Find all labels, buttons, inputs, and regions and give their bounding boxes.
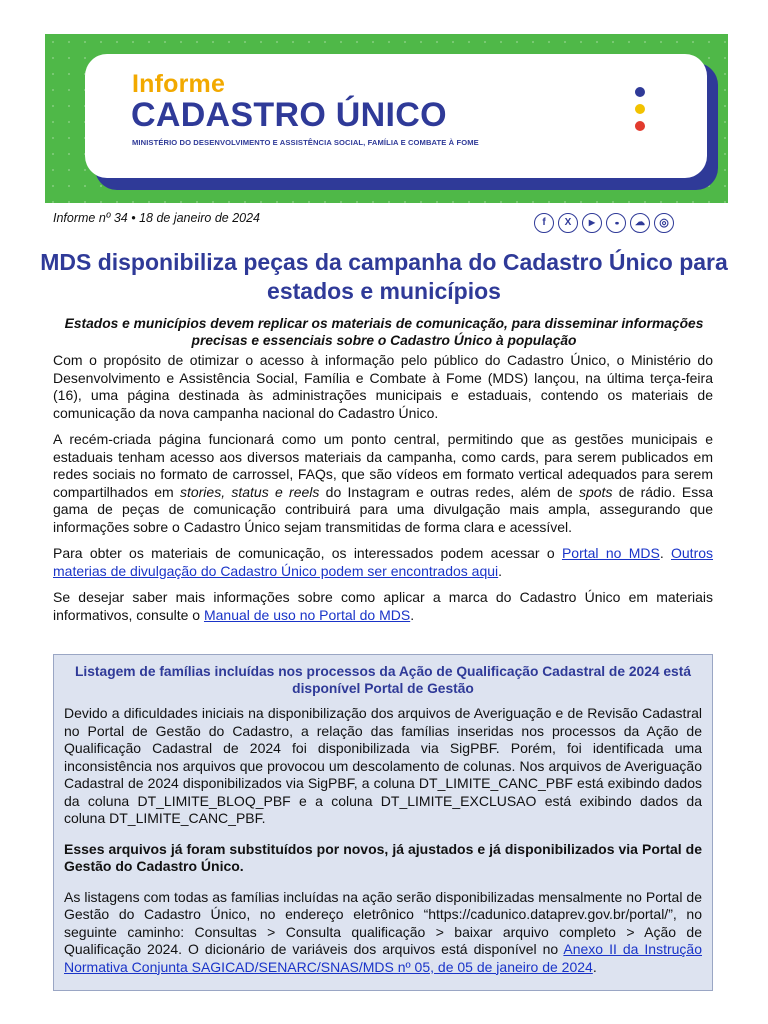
paragraph-2-text-b: do Instagram e outras redes, além de (319, 483, 579, 500)
brand-title: CADASTRO ÚNICO (131, 96, 447, 134)
paragraph-1: Com o propósito de otimizar o acesso à informação pelo público do Cadastro Único, o Ministério do Desenvolvimento e Assistência Social, Família e Combate à Fome (MDS) lançou, na última terça-feira (16), uma página destinada às administrações municipais e estaduais, contendo os materiais de comunicação da nova campanha nacional do Cadastro Único. (53, 352, 713, 421)
issue-line: Informe nº 34 • 18 de janeiro de 2024 (53, 211, 261, 225)
soundcloud-icon[interactable]: ☁ (630, 213, 650, 233)
paragraph-2-text-a: A recém-criada página funcionará como um ponto central, permitindo que as gestões municipais e estaduais tenham acesso aos diversos materiais da campanha, como cards, para serem publicados em redes sociais no formato de carrossel, FAQs, que são vídeos em formato vertical adequados para serem compartilhados em (53, 431, 713, 500)
brand-dot-blue (635, 87, 645, 97)
other-materials-link[interactable]: Outros materias de divulgação do Cadastro Único podem ser encontrados aqui (53, 545, 714, 579)
notice-paragraph-1: Devido a dificuldades iniciais na disponibilização dos arquivos de Averiguação e de Revisão Cadastral no Portal de Gestão do Cadastro, a relação das famílias inseridas nos processos da Ação de Qualificação Cadastral de 2024 foi disponibilizada via SigPBF. Porém, foi identificada uma inconsistência nos arquivos que provocou um descolamento de colunas. Nos arquivos de Averiguação Cadastral de 2024 disponibilizados via SigPBF, a coluna DT_LIMITE_CANC_PBF está exibindo dados da coluna DT_LIMITE_BLOQ_PBF e a coluna DT_LIMITE_EXCLUSAO está exibindo dados da coluna DT_LIMITE_CANC_PBF. (64, 705, 702, 826)
x-twitter-icon[interactable]: X (558, 213, 578, 233)
paragraph-4-text-a: Se desejar saber mais informações sobre como aplicar a marca do Cadastro Único em materiais informativos, consulte o (53, 589, 713, 623)
facebook-icon[interactable]: f (534, 213, 554, 233)
brand-ministry: MINISTÉRIO DO DESENVOLVIMENTO E ASSISTÊNCIA SOCIAL, FAMÍLIA E COMBATE À FOME (132, 138, 479, 147)
paragraph-4-text-b: . (410, 606, 415, 623)
article-subtitle: Estados e municípios devem replicar os materiais de comunicação, para disseminar informações precisas e essenciais sobre o Cadastro Único à população (64, 316, 704, 348)
portal-mds-link[interactable]: Portal no MDS (561, 545, 660, 561)
brand-dot-yellow (635, 104, 645, 114)
youtube-icon[interactable]: ▶ (582, 213, 602, 233)
notice-paragraph-2: Esses arquivos já foram substituídos por novos, já ajustados e já disponibilizados via Portal de Gestão do Cadastro Único. (64, 840, 702, 874)
brand-informe: Informe (132, 70, 226, 98)
notice-title: Listagem de famílias incluídas nos processos da Ação de Qualificação Cadastral de 2024 está disponível Portal de Gestão (75, 664, 691, 696)
notice-box (53, 654, 713, 991)
article-body (53, 352, 713, 633)
paragraph-2-emphasis: stories, status e reels (179, 483, 320, 500)
paragraph-2-text-c: de rádio. Essa gama de peças de comunicação contribuirá para uma divulgação mais ampla, assegurando que informações sobre o Cadastro Único sejam transmitidas de forma clara e acessível. (53, 483, 714, 535)
notice-paragraph-3-end: . (592, 958, 597, 975)
manual-link[interactable]: Manual de uso no Portal do MDS (203, 606, 411, 623)
annex-link[interactable]: Anexo II da Instrução Normativa Conjunta SAGICAD/SENARC/SNAS/MDS nº 05, de 05 de janeiro de 2024 (64, 941, 702, 975)
paragraph-2-emphasis-2: spots (578, 483, 613, 500)
paragraph-3-text-a: Para obter os materiais de comunicação, os interessados podem acessar o (53, 545, 562, 561)
notice-paragraph-3 (64, 889, 702, 977)
paragraph-2 (53, 431, 713, 536)
notice-paragraph-3-text: As listagens com todas as famílias incluídas na ação serão disponibilizadas mensalmente no Portal de Gestão do Cadastro Único, no endereço eletrônico “https://cadunico.dataprev.gov.br/portal/”, no seguinte caminho: Consultas > Consulta qualificação > baixar arquivo completo > Ação de Qualificação 2024. O dicionário de variáveis dos arquivos está disponível no (64, 888, 702, 957)
flickr-icon[interactable]: •• (606, 213, 626, 233)
header-card (85, 54, 707, 178)
paragraph-4 (53, 589, 713, 624)
paragraph-3-text-b: . (659, 545, 671, 561)
instagram-icon[interactable]: ◎ (654, 213, 674, 233)
social-links (534, 213, 674, 233)
paragraph-3 (53, 545, 713, 580)
article-title: MDS disponibiliza peças da campanha do Cadastro Único para estados e municípios (40, 249, 728, 304)
paragraph-3-text-c: . (498, 562, 503, 579)
brand-dot-red (635, 121, 645, 131)
